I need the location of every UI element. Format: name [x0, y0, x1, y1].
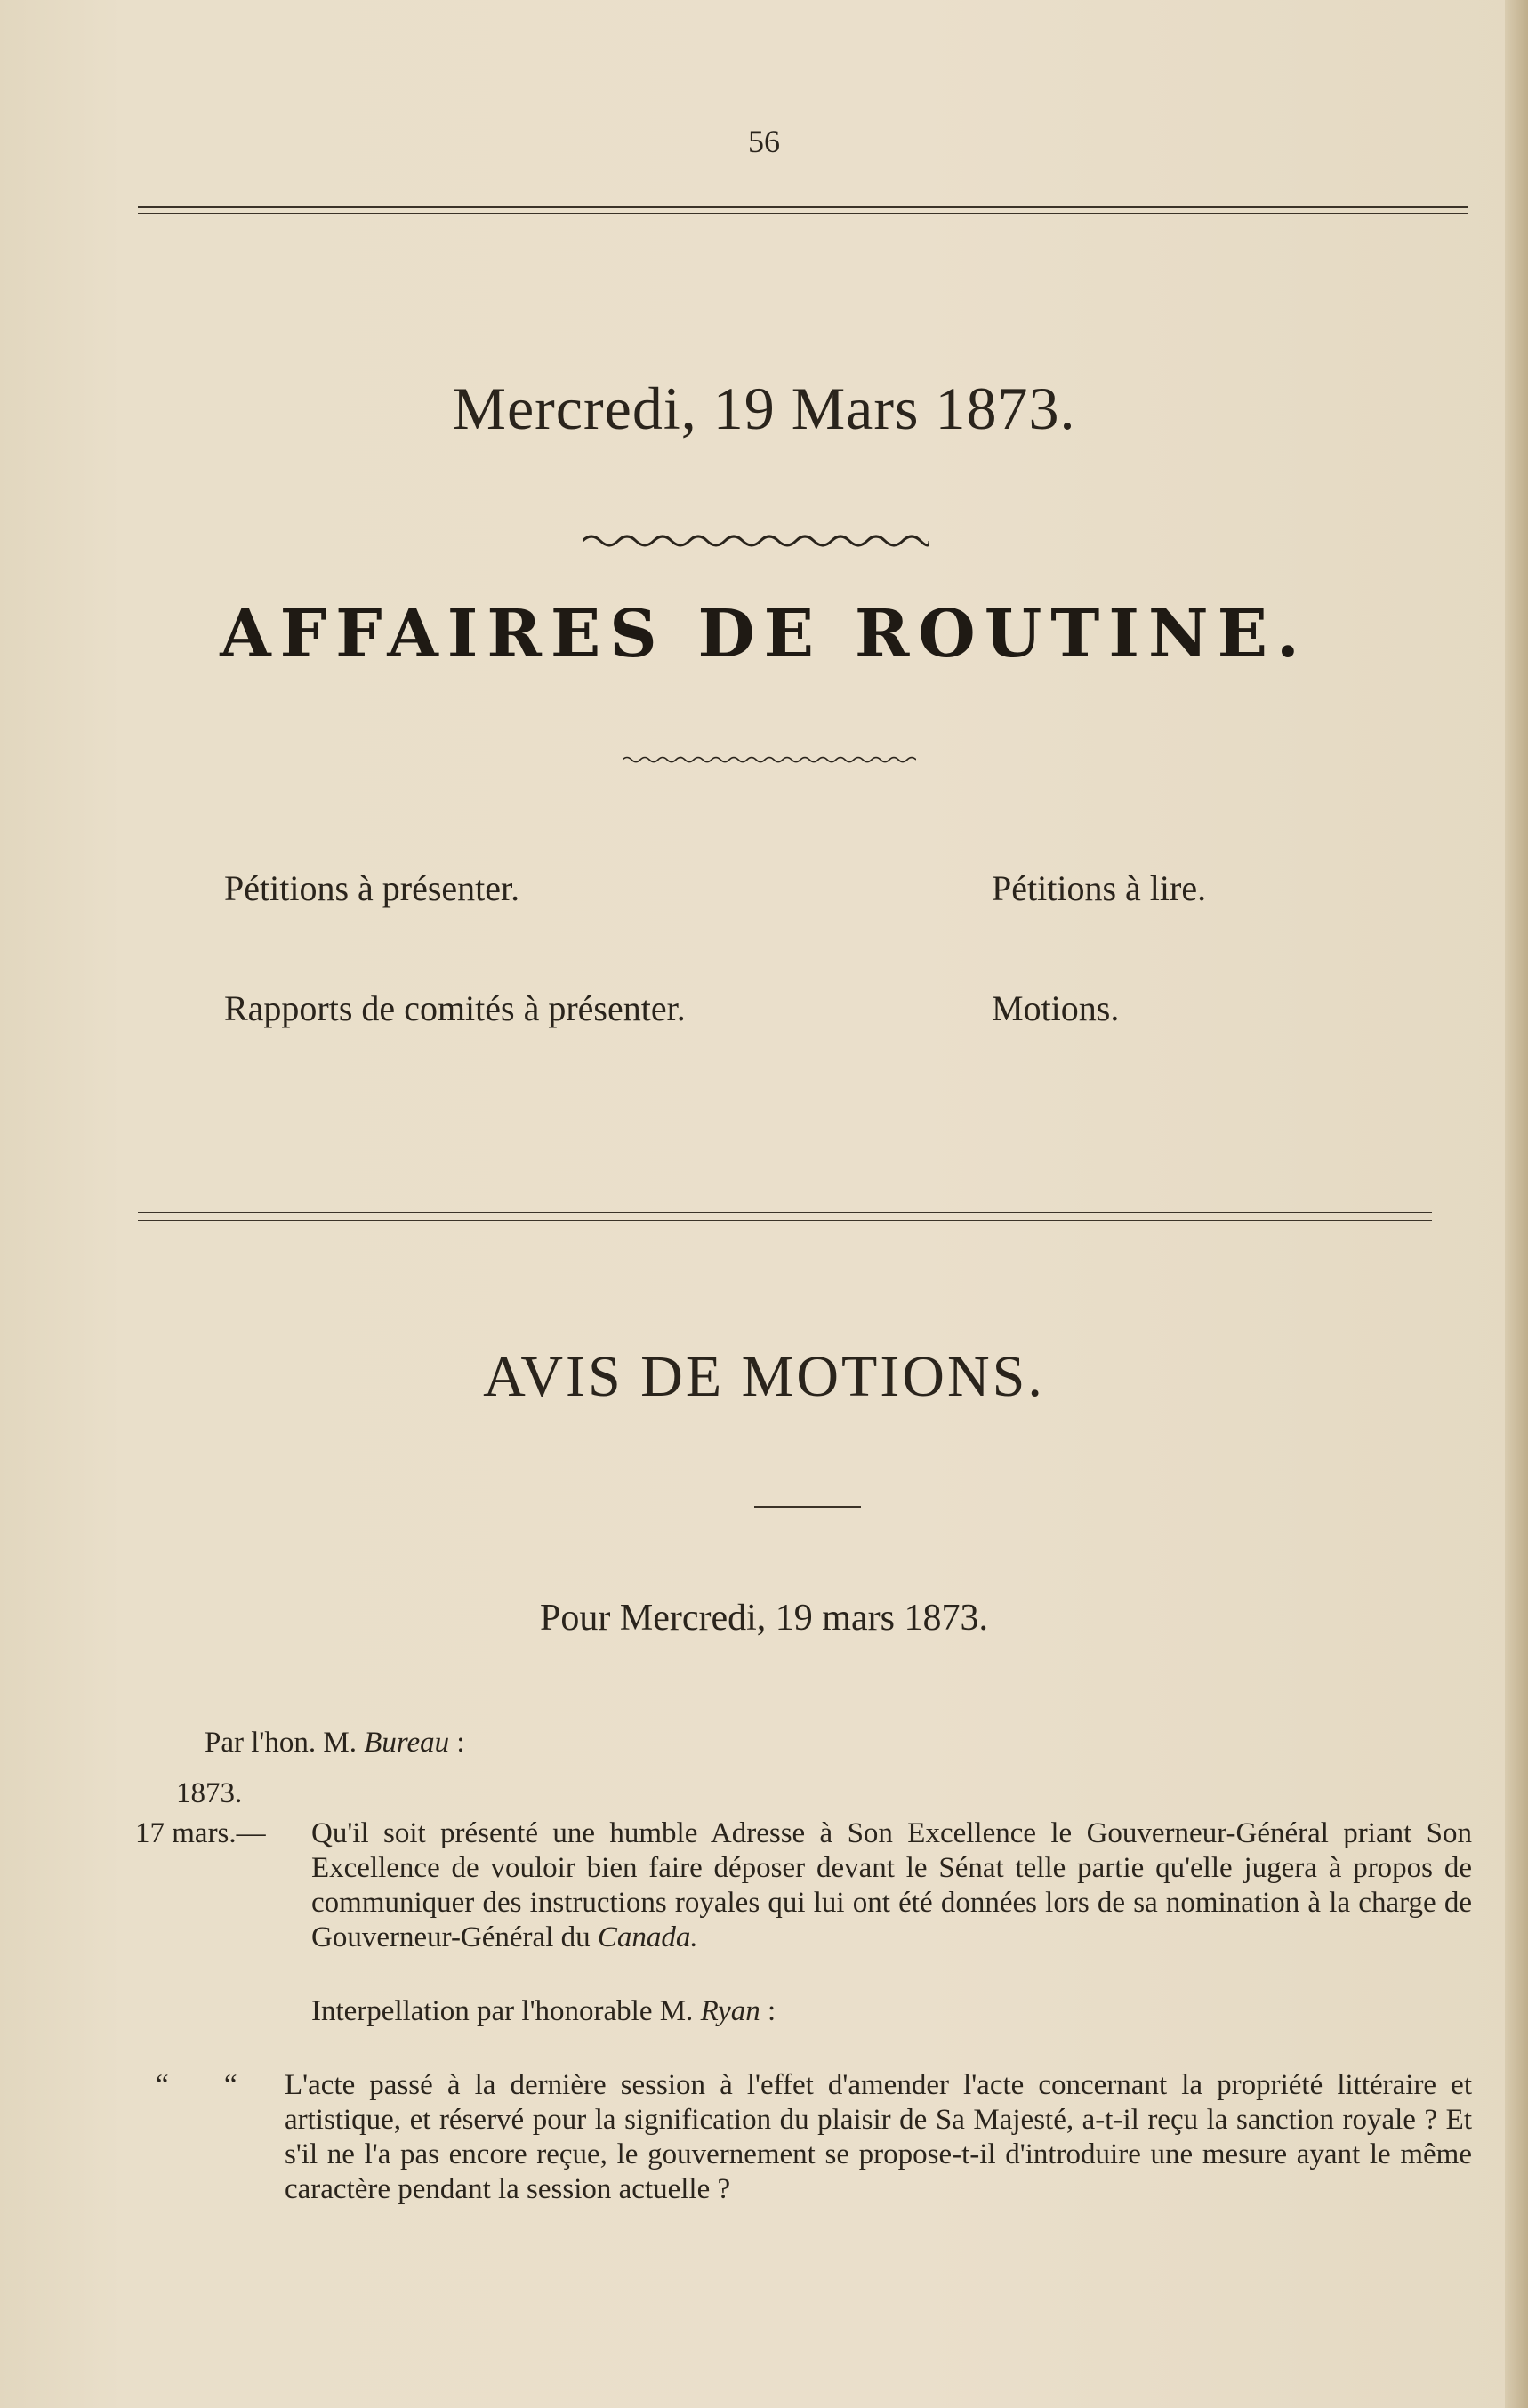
middle-rule-second — [138, 1220, 1432, 1221]
routine-heading: AFFAIRES DE ROUTINE. — [220, 596, 1308, 672]
interpellation-prefix: Interpellation par l'honorable M. — [311, 1995, 694, 2027]
motion-dash: — — [236, 1817, 266, 1849]
motion-year: 1873. — [176, 1777, 243, 1809]
open-quote: “ — [224, 2069, 237, 2101]
page-number: 56 — [748, 124, 780, 159]
by-prefix: Par l'hon. M. — [205, 1727, 357, 1759]
question-text — [285, 2068, 1472, 2207]
routine-item-petitions-present: Pétitions à présenter. — [224, 868, 520, 908]
middle-rule — [138, 1212, 1432, 1213]
wavy-divider — [623, 754, 916, 765]
motion-by-line — [205, 1726, 465, 1760]
motion-body: Qu'il soit présenté une humble Adresse à Son Excellence le Gouverneur-Général priant Son Excellence de vouloir bien faire déposer devant le Sénat telle partie qu'elle jugera à propos de communiquer des instructions royales qui lui ont été données lors de sa nomination à la charge de Gouverneur-Général du — [311, 1817, 1472, 1953]
date-heading: Mercredi, 19 Mars 1873. — [452, 374, 1076, 442]
short-divider — [754, 1506, 861, 1508]
by-suffix: : — [456, 1727, 465, 1759]
interpellation-name: Ryan — [700, 1995, 760, 2027]
top-rule-second — [138, 213, 1468, 214]
routine-item-motions: Motions. — [992, 988, 1120, 1028]
by-name: Bureau — [364, 1727, 450, 1759]
routine-item-petitions-read: Pétitions à lire. — [992, 868, 1207, 908]
wavy-ornament — [583, 530, 929, 552]
motion-date — [135, 1816, 266, 1851]
page-edge — [1505, 0, 1528, 2408]
motion-date-text: 17 mars. — [135, 1817, 237, 1849]
interpellation-line — [311, 1994, 776, 2029]
interpellation-suffix: : — [768, 1995, 776, 2027]
motion-text — [311, 1816, 1472, 1955]
ditto-marks: “ — [156, 2069, 169, 2101]
notices-heading: AVIS DE MOTIONS. — [483, 1344, 1045, 1409]
question-body: L'acte passé à la dernière session à l'effet d'amender l'acte concernant la propriété littéraire et artistique, et réservé pour la signification du plaisir de Sa Majesté, a-t-il reçu la sanction royale ? Et s'il ne l'a pas encore reçue, le gouvernement se propose-t-il d'introduire une mesure ayant le même caractère pendant la session actuelle ? — [285, 2069, 1472, 2205]
routine-item-reports: Rapports de comités à présenter. — [224, 988, 686, 1028]
motion-end: Canada. — [597, 1921, 698, 1953]
top-rule — [138, 206, 1468, 208]
notices-date: Pour Mercredi, 19 mars 1873. — [540, 1598, 988, 1639]
